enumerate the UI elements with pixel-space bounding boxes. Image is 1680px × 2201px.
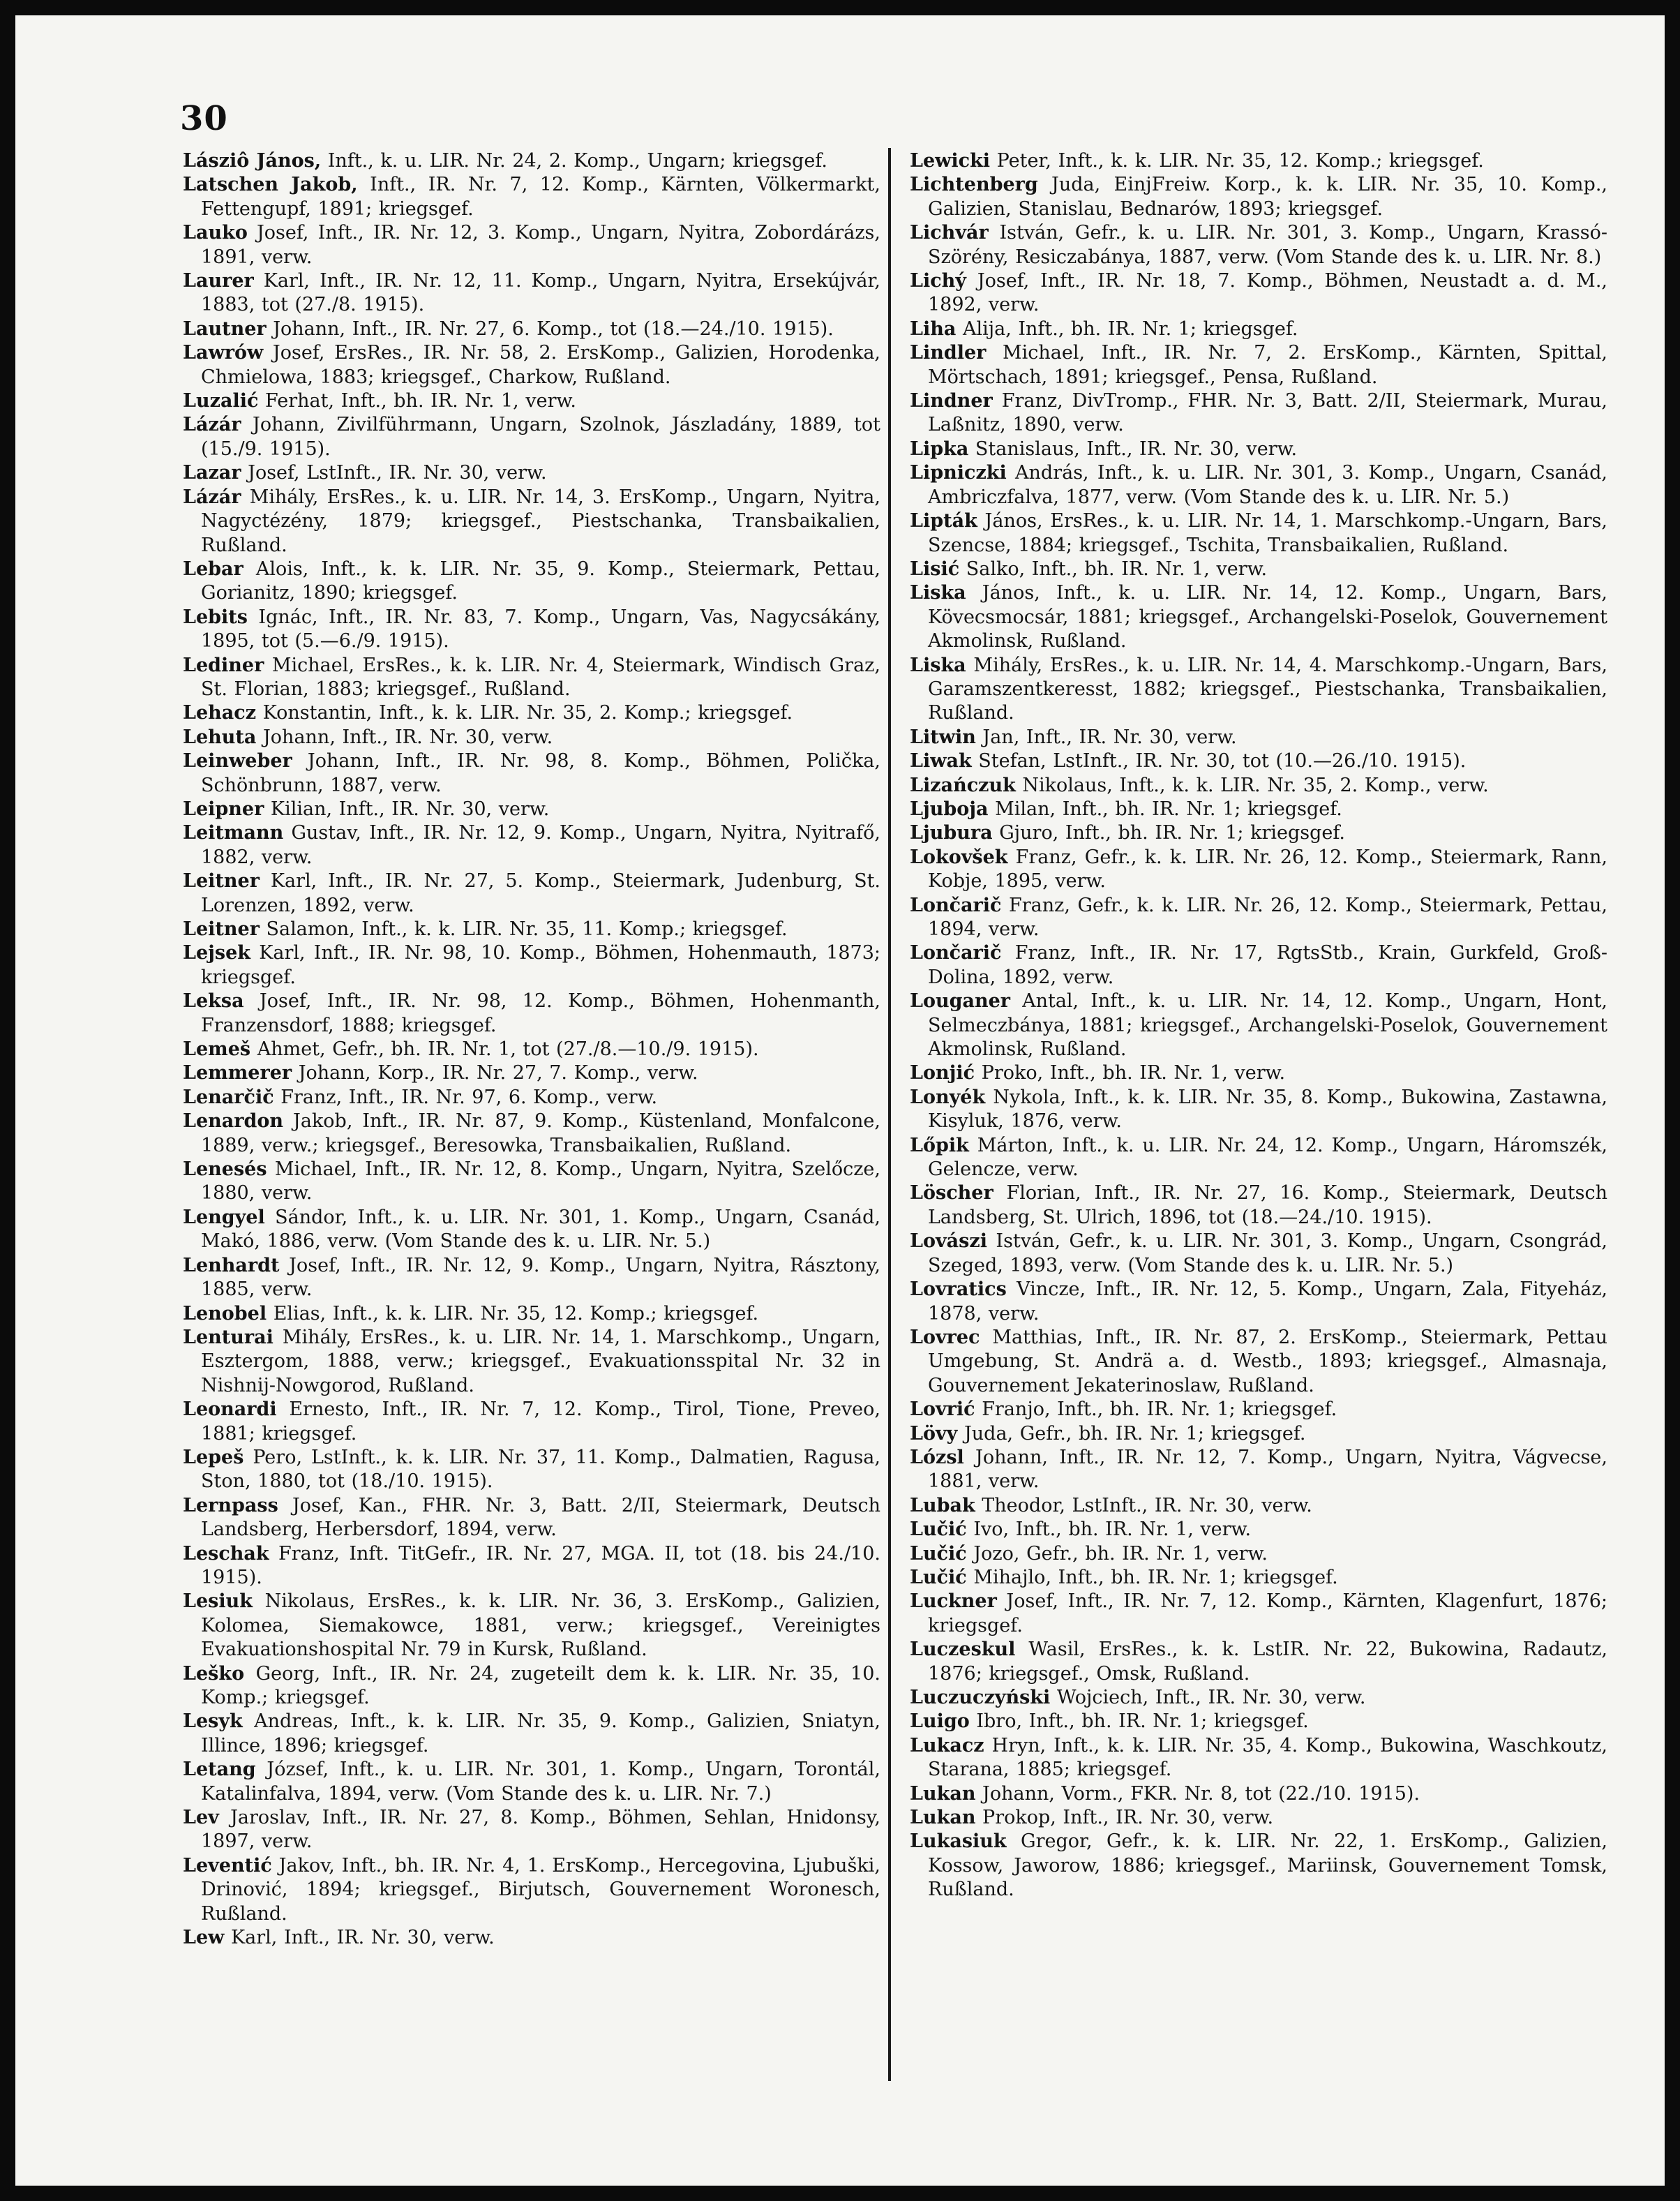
entry-name: Liska xyxy=(910,582,966,604)
entry-details: Jan, Inft., IR. Nr. 30, verw. xyxy=(975,726,1237,748)
entry-name: Lebar xyxy=(183,558,243,580)
entry-details: Franjo, Inft., bh. IR. Nr. 1; kriegsgef. xyxy=(975,1398,1337,1421)
left-column xyxy=(183,149,880,1950)
entry-details: Michael, Inft., IR. Nr. 12, 8. Komp., Ungarn, Nyitra, Szelőcze, 1880, verw. xyxy=(201,1158,880,1204)
casualty-entry xyxy=(183,486,880,558)
entry-details: Josef, Inft., IR. Nr. 12, 3. Komp., Ungarn, Nyitra, Zobordárázs, 1891, verw. xyxy=(201,222,880,268)
entry-name: Lukacz xyxy=(910,1734,984,1756)
entry-details: Michael, ErsRes., k. k. LIR. Nr. 4, Steiermark, Windisch Graz, St. Florian, 1883; kriegsgef., Rußland. xyxy=(201,654,880,700)
entry-name: Lehacz xyxy=(183,702,257,724)
entry-details: Matthias, Inft., IR. Nr. 87, 2. ErsKomp., Steiermark, Pettau Umgebung, St. Andrä a. d. Westb., 1893; kriegsgef., Almasnaja, Gouvernement Jekaterinoslaw, Rußland. xyxy=(928,1326,1607,1396)
entry-details: Johann, Inft., IR. Nr. 98, 8. Komp., Böhmen, Polička, Schönbrunn, 1887, verw. xyxy=(201,750,880,796)
casualty-entry xyxy=(910,149,1607,173)
entry-name: Leitmann xyxy=(183,822,284,844)
entry-details: István, Gefr., k. u. LIR. Nr. 301, 3. Komp., Ungarn, Csongrád, Szeged, 1893, verw. (Vom Stande des k. u. LIR. Nr. 5.) xyxy=(928,1230,1607,1276)
entry-details: Proko, Inft., bh. IR. Nr. 1, verw. xyxy=(975,1062,1286,1084)
entry-name: Letang xyxy=(183,1759,256,1781)
casualty-entry xyxy=(910,990,1607,1061)
entry-details: Ferhat, Inft., bh. IR. Nr. 1, verw. xyxy=(258,390,576,412)
casualty-entry xyxy=(183,798,880,821)
casualty-entry xyxy=(910,509,1607,558)
entry-details: Franz, Gefr., k. k. LIR. Nr. 26, 12. Komp., Steiermark, Pettau, 1894, verw. xyxy=(928,894,1607,940)
entry-details: Josef, Kan., FHR. Nr. 3, Batt. 2/II, Steiermark, Deutsch Landsberg, Herbersdorf, 1894, verw. xyxy=(201,1494,880,1541)
casualty-entry xyxy=(910,1326,1607,1398)
casualty-entry xyxy=(183,1302,880,1326)
casualty-entry xyxy=(910,1181,1607,1230)
entry-name: Lövy xyxy=(910,1422,958,1445)
casualty-entry xyxy=(910,558,1607,581)
casualty-entry xyxy=(183,1326,880,1398)
entry-details: Mihály, ErsRes., k. u. LIR. Nr. 14, 4. Marschkomp.-Ungarn, Bars, Garamszentkeresst, 1882; kriegsgef., Piestschanka, Transbaikalien, Rußland. xyxy=(928,654,1607,724)
entry-details: Johann, Vorm., FKR. Nr. 8, tot (22./10. 1915). xyxy=(975,1782,1420,1805)
entry-name: Lipka xyxy=(910,438,969,460)
casualty-entry xyxy=(183,341,880,389)
entry-name: Latschen Jakob, xyxy=(183,174,358,196)
entry-details: Andreas, Inft., k. k. LIR. Nr. 35, 9. Komp., Galizien, Sniatyn, Illince, 1896; kriegsgef. xyxy=(201,1710,880,1756)
entry-name: Leitner xyxy=(183,918,260,940)
entry-details: Franz, DivTromp., FHR. Nr. 3, Batt. 2/II, Steiermark, Murau, Laßnitz, 1890, verw. xyxy=(928,390,1607,436)
entry-name: Lengyel xyxy=(183,1206,265,1228)
entry-name: Lukan xyxy=(910,1782,976,1805)
entry-name: Lukasiuk xyxy=(910,1830,1007,1853)
casualty-entry xyxy=(910,1278,1607,1326)
casualty-entry xyxy=(910,318,1607,341)
entry-details: Nikolaus, ErsRes., k. k. LIR. Nr. 36, 3. ErsKomp., Galizien, Kolomea, Siemakowce, 1881, verw.; kriegsgef., Vereinigtes Evakuationshospital Nr. 79 in Kursk, Rußland. xyxy=(201,1590,880,1661)
entry-details: Ibro, Inft., bh. IR. Nr. 1; kriegsgef. xyxy=(969,1710,1309,1733)
entry-name: Lehuta xyxy=(183,726,257,748)
entry-name: Lemeš xyxy=(183,1038,251,1061)
entry-name: Lózsl xyxy=(910,1446,964,1468)
entry-details: Juda, Gefr., bh. IR. Nr. 1; kriegsgef. xyxy=(957,1422,1306,1445)
entry-details: Jakov, Inft., bh. IR. Nr. 4, 1. ErsKomp., Hercegovina, Ljubuški, Drinović, 1894; kriegsgef., Birjutsch, Gouvernement Woronesch, Rußland. xyxy=(201,1854,880,1925)
entry-details: Gjuro, Inft., bh. IR. Nr. 1; kriegsgef. xyxy=(992,822,1345,844)
entry-name: Lázár xyxy=(183,414,241,436)
casualty-entry xyxy=(910,389,1607,438)
casualty-entry xyxy=(910,1734,1607,1782)
entry-details: Wojciech, Inft., IR. Nr. 30, verw. xyxy=(1050,1687,1366,1708)
entry-details: János, ErsRes., k. u. LIR. Nr. 14, 1. Marschkomp.-Ungarn, Bars, Szencse, 1884; kriegsgef., Tschita, Transbaikalien, Rußland. xyxy=(928,510,1607,556)
entry-details: Elias, Inft., k. k. LIR. Nr. 35, 12. Komp.; kriegsgef. xyxy=(267,1302,759,1325)
entry-name: Lubak xyxy=(910,1494,975,1516)
entry-name: Lipniczki xyxy=(910,462,1007,484)
entry-details: Juda, EinjFreiw. Korp., k. k. LIR. Nr. 35, 10. Komp., Galizien, Stanislau, Bednarów, 1893; kriegsgef. xyxy=(928,174,1607,220)
entry-name: Leventić xyxy=(183,1854,272,1877)
casualty-entry xyxy=(910,1710,1607,1733)
casualty-entry xyxy=(183,1662,880,1710)
casualty-entry xyxy=(910,1782,1607,1806)
casualty-entry xyxy=(910,1134,1607,1182)
entry-name: Lew xyxy=(183,1927,225,1949)
entry-name: Lásziô János, xyxy=(183,150,322,172)
entry-name: Lončarič xyxy=(910,942,1002,964)
entry-details: Mihály, ErsRes., k. u. LIR. Nr. 14, 3. ErsKomp., Ungarn, Nyitra, Nagyctézény, 1879; kriegsgef., Piestschanka, Transbaikalien, Rußland. xyxy=(201,486,880,556)
entry-name: Litwin xyxy=(910,726,976,748)
entry-details: Johann, Inft., IR. Nr. 27, 6. Komp., tot (18.—24./10. 1915). xyxy=(266,318,834,340)
entry-name: Lovratics xyxy=(910,1278,1007,1301)
casualty-entry xyxy=(183,918,880,941)
casualty-entry xyxy=(183,1086,880,1110)
entry-details: Josef, Inft., IR. Nr. 7, 12. Komp., Kärnten, Klagenfurt, 1876; kriegsgef. xyxy=(928,1590,1607,1636)
entry-name: Ljuboja xyxy=(910,798,989,820)
entry-details: Mihály, ErsRes., k. u. LIR. Nr. 14, 1. Marschkomp., Ungarn, Esztergom, 1888, verw.; kriegsgef., Evakuationsspital Nr. 32 in Nishnij-Nowgorod, Rußland. xyxy=(201,1326,880,1396)
casualty-entry xyxy=(910,1422,1607,1446)
entry-name: Lenhardt xyxy=(183,1254,280,1276)
casualty-entry xyxy=(910,1590,1607,1638)
entry-name: Leško xyxy=(183,1662,245,1685)
entry-name: Lučić xyxy=(910,1519,967,1541)
casualty-entry xyxy=(183,654,880,702)
directory-page xyxy=(15,15,1665,2186)
casualty-entry xyxy=(183,990,880,1038)
entry-name: Lawrów xyxy=(183,342,264,364)
entry-name: Lipták xyxy=(910,510,977,532)
entry-details: Josef, Inft., IR. Nr. 12, 9. Komp., Ungarn, Nyitra, Rásztony, 1885, verw. xyxy=(201,1254,880,1301)
entry-name: Laurer xyxy=(183,270,254,292)
entry-name: Leksa xyxy=(183,990,244,1013)
casualty-entry xyxy=(183,1446,880,1494)
casualty-entry xyxy=(910,1446,1607,1494)
entry-details: Franz, Inft., IR. Nr. 97, 6. Komp., verw. xyxy=(273,1086,658,1108)
casualty-entry xyxy=(910,1566,1607,1590)
entry-name: Lichtenberg xyxy=(910,174,1038,196)
casualty-entry xyxy=(910,821,1607,845)
entry-details: Johann, Inft., IR. Nr. 12, 7. Komp., Ungarn, Nyitra, Vágvecse, 1881, verw. xyxy=(928,1446,1607,1493)
entry-name: Lenarčič xyxy=(183,1086,274,1108)
entry-details: Wasil, ErsRes., k. k. LstIR. Nr. 22, Bukowina, Radautz, 1876; kriegsgef., Omsk, Rußland. xyxy=(928,1639,1607,1685)
casualty-entry xyxy=(183,1926,880,1950)
entry-details: Inft., IR. Nr. 7, 12. Komp., Kärnten, Völkermarkt, Fettengupf, 1891; kriegsgef. xyxy=(201,174,880,220)
entry-name: Luckner xyxy=(910,1590,997,1613)
entry-name: Lázár xyxy=(183,486,241,508)
entry-name: Leitner xyxy=(183,870,260,893)
entry-name: Lokovšek xyxy=(910,846,1008,868)
entry-name: Lenardon xyxy=(183,1110,284,1133)
casualty-entry xyxy=(183,1206,880,1254)
casualty-entry xyxy=(910,846,1607,894)
entry-name: Luigo xyxy=(910,1710,970,1733)
entry-details: Alija, Inft., bh. IR. Nr. 1; kriegsgef. xyxy=(956,318,1298,340)
entry-details: Salamon, Inft., k. k. LIR. Nr. 35, 11. Komp.; kriegsgef. xyxy=(259,918,788,940)
entry-name: Luzalić xyxy=(183,390,259,412)
entry-name: Lindler xyxy=(910,342,987,364)
entry-details: Michael, Inft., IR. Nr. 7, 2. ErsKomp., Kärnten, Spittal, Mörtschach, 1891; kriegsgef., Pensa, Rußland. xyxy=(928,342,1607,388)
entry-name: Lesyk xyxy=(183,1710,243,1733)
casualty-entry xyxy=(910,798,1607,821)
entry-name: Lenobel xyxy=(183,1302,267,1325)
casualty-entry xyxy=(183,1254,880,1302)
casualty-entry xyxy=(183,749,880,798)
entry-name: Lukan xyxy=(910,1807,976,1829)
entry-name: Lauko xyxy=(183,222,248,244)
casualty-entry xyxy=(910,1686,1607,1710)
entry-details: Josef, ErsRes., IR. Nr. 58, 2. ErsKomp., Galizien, Horodenka, Chmielowa, 1883; kriegsgef., Charkow, Rußland. xyxy=(201,342,880,388)
entry-details: Nikolaus, Inft., k. k. LIR. Nr. 35, 2. Komp., verw. xyxy=(1015,774,1489,796)
entry-details: Jakob, Inft., IR. Nr. 87, 9. Komp., Küstenland, Monfalcone, 1889, verw.; kriegsgef., Beresowka, Transbaikalien, Rußland. xyxy=(201,1110,880,1156)
casualty-entry xyxy=(910,341,1607,389)
entry-name: Lenesés xyxy=(183,1158,267,1181)
casualty-entry xyxy=(910,1542,1607,1566)
entry-name: Lazar xyxy=(183,462,241,484)
entry-name: Leschak xyxy=(183,1542,269,1565)
entry-name: Leonardi xyxy=(183,1398,277,1421)
entry-name: Luczuczyński xyxy=(910,1687,1051,1708)
casualty-entry xyxy=(910,1830,1607,1902)
casualty-entry xyxy=(183,1542,880,1590)
casualty-entry xyxy=(183,173,880,221)
casualty-entry xyxy=(910,1398,1607,1422)
entry-details: Johann, Inft., IR. Nr. 30, verw. xyxy=(256,726,553,748)
entry-name: Lejsek xyxy=(183,942,251,964)
casualty-entry xyxy=(183,269,880,318)
entry-name: Lesiuk xyxy=(183,1590,253,1613)
casualty-entry xyxy=(183,1590,880,1662)
entry-name: Lizańczuk xyxy=(910,774,1016,796)
entry-details: Gustav, Inft., IR. Nr. 12, 9. Komp., Ungarn, Nyitra, Nyitrafő, 1882, verw. xyxy=(201,822,880,868)
casualty-entry xyxy=(183,1758,880,1806)
entry-name: Lovrec xyxy=(910,1326,980,1348)
casualty-entry xyxy=(183,726,880,749)
entry-details: Karl, Inft., IR. Nr. 12, 11. Komp., Ungarn, Nyitra, Ersekújvár, 1883, tot (27./8. 1915). xyxy=(201,270,880,316)
casualty-entry xyxy=(183,870,880,918)
entry-details: Johann, Korp., IR. Nr. 27, 7. Komp., verw. xyxy=(292,1062,698,1084)
casualty-entry xyxy=(910,1061,1607,1085)
entry-name: Liha xyxy=(910,318,957,340)
entry-details: Ignác, Inft., IR. Nr. 83, 7. Komp., Ungarn, Vas, Nagycsákány, 1895, tot (5.—6./9. 1915). xyxy=(201,606,880,652)
casualty-entry xyxy=(183,1038,880,1061)
entry-name: Louganer xyxy=(910,990,1011,1013)
entry-details: Salko, Inft., bh. IR. Nr. 1, verw. xyxy=(959,558,1268,580)
casualty-entry xyxy=(183,1806,880,1854)
casualty-entry xyxy=(910,461,1607,509)
entry-name: Lev xyxy=(183,1807,219,1829)
entry-name: Lindner xyxy=(910,390,993,412)
casualty-entry xyxy=(183,389,880,413)
entry-details: Gregor, Gefr., k. k. LIR. Nr. 22, 1. ErsKomp., Galizien, Kossow, Jaworow, 1886; kriegsgef., Mariinsk, Gouvernement Tomsk, Rußland. xyxy=(928,1830,1607,1901)
entry-details: Josef, LstInft., IR. Nr. 30, verw. xyxy=(241,462,547,484)
entry-name: Lonyék xyxy=(910,1086,986,1108)
casualty-entry xyxy=(183,1061,880,1085)
entry-name: Lonjić xyxy=(910,1062,975,1084)
entry-name: Lončarič xyxy=(910,894,1002,916)
entry-details: Franz, Inft. TitGefr., IR. Nr. 27, MGA. II, tot (18. bis 24./10. 1915). xyxy=(201,1542,880,1588)
casualty-entry xyxy=(183,1494,880,1542)
entry-name: Lewicki xyxy=(910,150,991,172)
entry-details: Antal, Inft., k. u. LIR. Nr. 14, 12. Komp., Ungarn, Hont, Selmeczbánya, 1881; kriegsgef., Archangelski-Poselok, Gouvernement Akmolinsk, Rußland. xyxy=(928,990,1607,1061)
entry-name: Lučić xyxy=(910,1542,967,1565)
entry-details: Prokop, Inft., IR. Nr. 30, verw. xyxy=(975,1807,1274,1829)
entry-details: Josef, Inft., IR. Nr. 18, 7. Komp., Böhmen, Neustadt a. d. M., 1892, verw. xyxy=(928,270,1607,316)
entry-details: Inft., k. u. LIR. Nr. 24, 2. Komp., Ungarn; kriegsgef. xyxy=(321,150,827,172)
entry-details: Jozo, Gefr., bh. IR. Nr. 1, verw. xyxy=(966,1542,1268,1565)
entry-details: Sándor, Inft., k. u. LIR. Nr. 301, 1. Komp., Ungarn, Csanád, Makó, 1886, verw. (Vom Stande des k. u. LIR. Nr. 5.) xyxy=(201,1206,880,1253)
entry-details: Stefan, LstInft., IR. Nr. 30, tot (10.—26./10. 1915). xyxy=(971,750,1467,773)
entry-details: Kilian, Inft., IR. Nr. 30, verw. xyxy=(264,798,550,820)
entry-details: Stanislaus, Inft., IR. Nr. 30, verw. xyxy=(968,438,1298,460)
entry-name: Liwak xyxy=(910,750,972,773)
entry-details: Georg, Inft., IR. Nr. 24, zugeteilt dem k. k. LIR. Nr. 35, 10. Komp.; kriegsgef. xyxy=(201,1662,880,1708)
casualty-entry xyxy=(910,221,1607,269)
entry-details: Karl, Inft., IR. Nr. 98, 10. Komp., Böhmen, Hohenmauth, 1873; kriegsgef. xyxy=(201,942,880,988)
entry-name: Liska xyxy=(910,654,966,676)
entry-details: Karl, Inft., IR. Nr. 27, 5. Komp., Steiermark, Judenburg, St. Lorenzen, 1892, verw. xyxy=(201,870,880,916)
entry-details: József, Inft., k. u. LIR. Nr. 301, 1. Komp., Ungarn, Torontál, Katalinfalva, 1894, verw. (Vom Stande des k. u. LIR. Nr. 7.) xyxy=(201,1759,880,1805)
entry-name: Lőpik xyxy=(910,1134,969,1156)
entry-name: Lautner xyxy=(183,318,267,340)
entry-name: Ljubura xyxy=(910,822,993,844)
entry-details: Márton, Inft., k. u. LIR. Nr. 24, 12. Komp., Ungarn, Háromszék, Gelencze, verw. xyxy=(928,1134,1607,1181)
casualty-entry xyxy=(183,413,880,461)
entry-details: Konstantin, Inft., k. k. LIR. Nr. 35, 2. Komp.; kriegsgef. xyxy=(256,702,793,724)
casualty-entry xyxy=(183,558,880,606)
casualty-entry xyxy=(183,1110,880,1158)
casualty-entry xyxy=(910,1230,1607,1278)
entry-details: András, Inft., k. u. LIR. Nr. 301, 3. Komp., Ungarn, Csanád, Ambriczfalva, 1877, verw. (Vom Stande des k. u. LIR. Nr. 5.) xyxy=(928,462,1607,508)
column-divider xyxy=(888,148,891,2081)
casualty-entry xyxy=(910,1638,1607,1686)
casualty-entry xyxy=(910,1494,1607,1518)
casualty-entry xyxy=(910,1086,1607,1134)
casualty-entry xyxy=(910,774,1607,798)
entry-name: Lepeš xyxy=(183,1446,244,1468)
entry-name: Lediner xyxy=(183,654,264,676)
casualty-entry xyxy=(910,726,1607,749)
casualty-entry xyxy=(183,221,880,269)
entry-details: Johann, Zivilführmann, Ungarn, Szolnok, Jászladány, 1889, tot (15./9. 1915). xyxy=(201,414,880,460)
casualty-entry xyxy=(183,318,880,341)
entry-details: Ahmet, Gefr., bh. IR. Nr. 1, tot (27./8.—10./9. 1915). xyxy=(250,1038,759,1061)
entry-details: Milan, Inft., bh. IR. Nr. 1; kriegsgef. xyxy=(988,798,1342,820)
entry-name: Leinweber xyxy=(183,750,292,773)
entry-details: Pero, LstInft., k. k. LIR. Nr. 37, 11. Komp., Dalmatien, Ragusa, Ston, 1880, tot (18./10. 1915). xyxy=(201,1446,880,1493)
entry-name: Lebits xyxy=(183,606,248,628)
casualty-entry xyxy=(910,438,1607,461)
entry-details: Vincze, Inft., IR. Nr. 12, 5. Komp., Ungarn, Zala, Fityeház, 1878, verw. xyxy=(928,1278,1607,1325)
entry-details: Franz, Gefr., k. k. LIR. Nr. 26, 12. Komp., Steiermark, Rann, Kobje, 1895, verw. xyxy=(928,846,1607,893)
entry-details: Florian, Inft., IR. Nr. 27, 16. Komp., Steiermark, Deutsch Landsberg, St. Ulrich, 1896, tot (18.—24./10. 1915). xyxy=(928,1182,1607,1228)
casualty-entry xyxy=(183,1158,880,1206)
casualty-entry xyxy=(183,461,880,485)
casualty-entry xyxy=(910,581,1607,653)
entry-details: Karl, Inft., IR. Nr. 30, verw. xyxy=(224,1927,495,1949)
entry-name: Lučić xyxy=(910,1566,967,1588)
entry-name: Lernpass xyxy=(183,1494,278,1516)
casualty-entry xyxy=(910,173,1607,221)
entry-name: Löscher xyxy=(910,1182,993,1204)
right-column xyxy=(910,149,1607,1902)
entry-name: Lovászi xyxy=(910,1230,987,1253)
casualty-entry xyxy=(183,941,880,990)
entry-details: Franz, Inft., IR. Nr. 17, RgtsStb., Krain, Gurkfeld, Groß-Dolina, 1892, verw. xyxy=(928,942,1607,988)
casualty-entry xyxy=(183,1710,880,1758)
entry-details: János, Inft., k. u. LIR. Nr. 14, 12. Komp., Ungarn, Bars, Kövecsmocsár, 1881; kriegsgef., Archangelski-Poselok, Gouvernement Akmolinsk, Rußland. xyxy=(928,582,1607,652)
casualty-entry xyxy=(183,606,880,654)
casualty-entry xyxy=(183,821,880,870)
entry-name: Lenturai xyxy=(183,1326,273,1348)
casualty-entry xyxy=(183,701,880,725)
entry-details: Theodor, LstInft., IR. Nr. 30, verw. xyxy=(975,1494,1312,1516)
casualty-entry xyxy=(183,1398,880,1446)
entry-name: Lemmerer xyxy=(183,1062,292,1084)
entry-details: Nykola, Inft., k. k. LIR. Nr. 35, 8. Komp., Bukowina, Zastawna, Kisyluk, 1876, verw. xyxy=(928,1086,1607,1133)
entry-name: Lisić xyxy=(910,558,960,580)
entry-name: Lichý xyxy=(910,270,966,292)
entry-details: Ernesto, Inft., IR. Nr. 7, 12. Komp., Tirol, Tione, Preveo, 1881; kriegsgef. xyxy=(201,1398,880,1445)
entry-details: Alois, Inft., k. k. LIR. Nr. 35, 9. Komp., Steiermark, Pettau, Gorianitz, 1890; kriegsgef. xyxy=(201,558,880,604)
entry-details: István, Gefr., k. u. LIR. Nr. 301, 3. Komp., Ungarn, Krassó-Szörény, Resiczabánya, 1887, verw. (Vom Stande des k. u. LIR. Nr. 8.) xyxy=(928,222,1607,268)
casualty-entry xyxy=(910,269,1607,318)
casualty-entry xyxy=(183,149,880,173)
entry-details: Jaroslav, Inft., IR. Nr. 27, 8. Komp., Böhmen, Sehlan, Hnidonsy, 1897, verw. xyxy=(201,1807,880,1853)
entry-details: Josef, Inft., IR. Nr. 98, 12. Komp., Böhmen, Hohenmanth, Franzensdorf, 1888; kriegsgef. xyxy=(201,990,880,1036)
casualty-entry xyxy=(910,654,1607,726)
entry-name: Leipner xyxy=(183,798,264,820)
casualty-entry xyxy=(910,1806,1607,1830)
entry-name: Luczeskul xyxy=(910,1639,1016,1661)
page-number: 30 xyxy=(180,99,228,138)
entry-details: Ivo, Inft., bh. IR. Nr. 1, verw. xyxy=(966,1519,1252,1541)
entry-details: Peter, Inft., k. k. LIR. Nr. 35, 12. Komp.; kriegsgef. xyxy=(990,150,1484,172)
entry-details: Hryn, Inft., k. k. LIR. Nr. 35, 4. Komp., Bukowina, Waschkoutz, Starana, 1885; kriegsgef. xyxy=(928,1734,1607,1781)
casualty-entry xyxy=(910,749,1607,773)
entry-name: Lichvár xyxy=(910,222,989,244)
entry-name: Lovrić xyxy=(910,1398,975,1421)
casualty-entry xyxy=(183,1854,880,1926)
entry-details: Mihajlo, Inft., bh. IR. Nr. 1; kriegsgef. xyxy=(966,1566,1338,1588)
casualty-entry xyxy=(910,941,1607,990)
casualty-entry xyxy=(910,1518,1607,1542)
casualty-entry xyxy=(910,894,1607,942)
